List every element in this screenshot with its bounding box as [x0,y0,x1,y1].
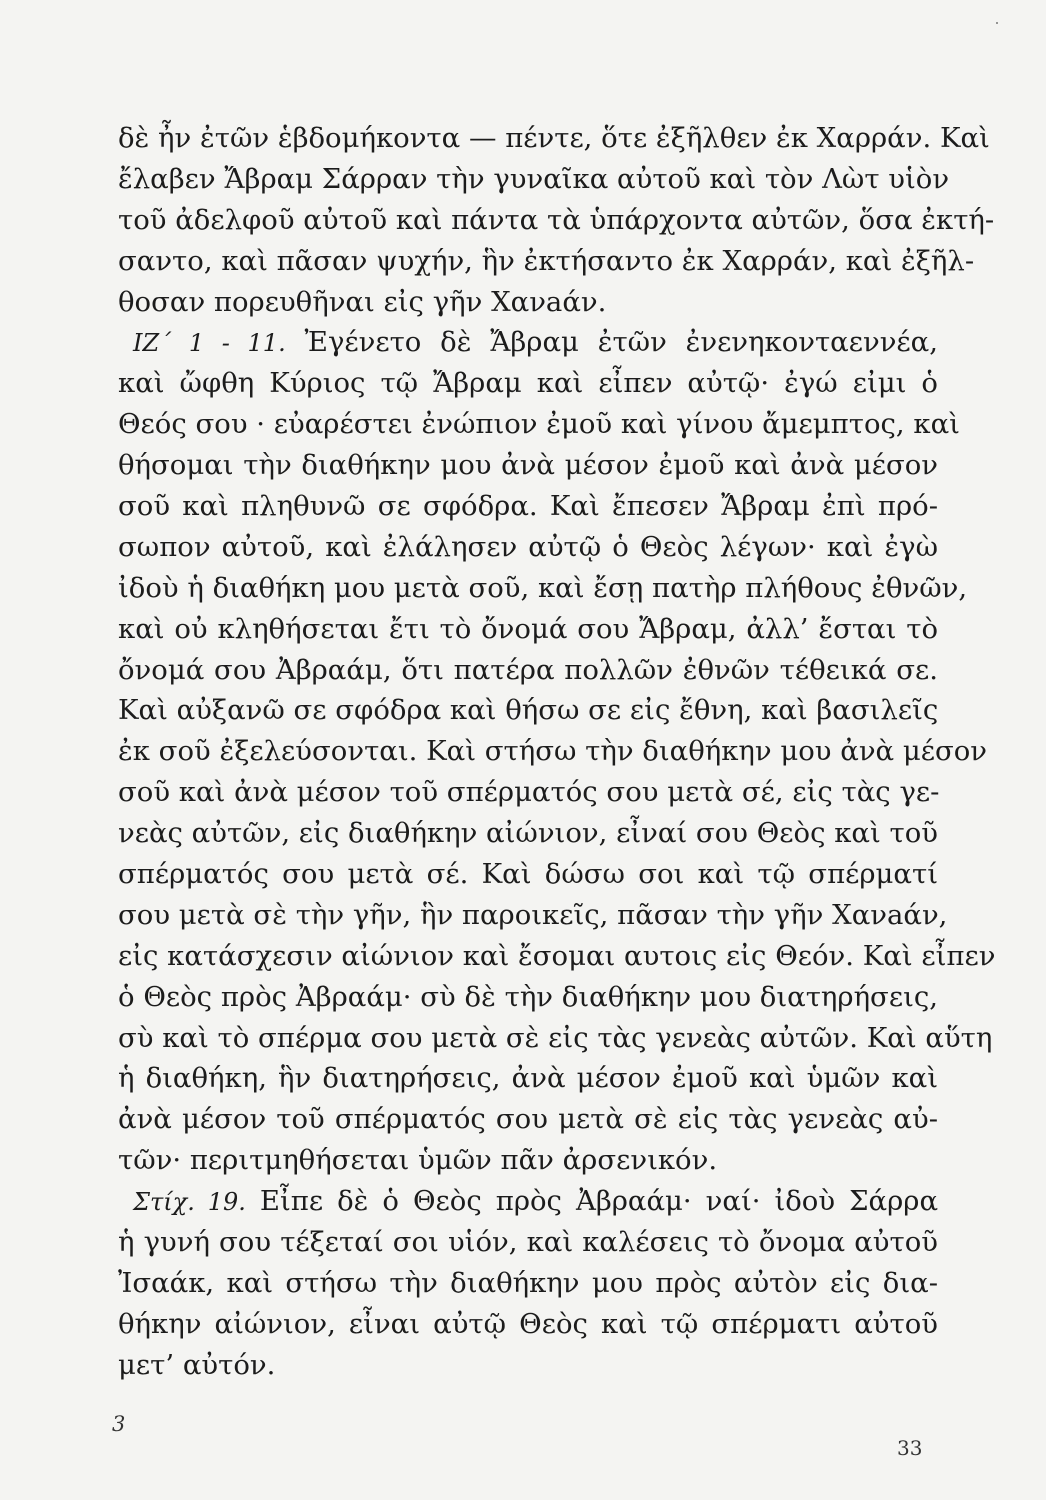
text-line: θοσαν πορευθῆναι εἰς γῆν Χανaάν. [118,285,607,318]
text-line: νεὰς αὐτῶν, εἰς διαθήκην αἰώνιον, εἶναί σου Θεὸς καὶ τοῦ [118,817,938,850]
text-line: Ἐγένετο δὲ Ἄβραμ ἐτῶν ἐνενηκονταεννέα, [304,326,938,359]
body-text [118,118,996,1386]
text-line: ἡ γυνή σου τέξεταί σοι υἱόν, καὶ καλέσεις τὸ ὄνομα αὐτοῦ [118,1226,938,1259]
text-line: Εἶπε δὲ ὁ Θεὸς πρὸς Ἀβραάμ· ναί· ἰδοὺ Σάρρα [259,1185,939,1218]
text-line: σου μετὰ σὲ τὴν γῆν, ἣν παροικεῖς, πᾶσαν τὴν γῆν Χανaάν, [118,898,948,931]
text-line: ἐκ σοῦ ἐξελεύσονται. Καὶ στήσω τὴν διαθήκην μου ἀνὰ μέσον [118,735,988,768]
text-line: Ἰσαάκ, καὶ στήσω τὴν διαθήκην μου πρὸς αὐτὸν εἰς δια- [118,1266,938,1299]
text-line: καὶ οὐ κληθήσεται ἔτι τὸ ὄνομά σου Ἄβραμ, ἀλλ’ ἔσται τὸ [118,612,938,645]
text-line: καὶ ὤφθη Κύριος τῷ Ἄβραμ καὶ εἶπεν αὐτῷ· ἐγώ εἰμι ὁ [118,367,938,400]
text-line: τῶν· περιτμηθήσεται ὑμῶν πᾶν ἀρσενικόν. [118,1144,718,1177]
text-line: θήσομαι τὴν διαθήκην μου ἀνὰ μέσον ἐμοῦ καὶ ἀνὰ μέσον [118,449,938,482]
text-line: ὁ Θεὸς πρὸς Ἀβραάμ· σὺ δὲ τὴν διαθήκην μου διατηρήσεις, [118,980,938,1013]
speck [996,22,998,24]
text-line: σπέρματός σου μετὰ σέ. Καὶ δώσω σοι καὶ τῷ σπέρματί [118,858,938,891]
text-line: ἡ διαθήκη, ἣν διατηρήσεις, ἀνὰ μέσον ἐμοῦ καὶ ὑμῶν καὶ [118,1062,938,1095]
text-line: σωπον αὐτοῦ, καὶ ἐλάλησεν αὐτῷ ὁ Θεὸς λέγων· καὶ ἐγὼ [118,530,938,563]
text-line: σοῦ καὶ πληθυνῶ σε σφόδρα. Καὶ ἔπεσεν Ἄβραμ ἐπὶ πρό- [118,490,938,523]
text-line: σὺ καὶ τὸ σπέρμα σου μετὰ σὲ εἰς τὰς γενεὰς αὐτῶν. Καὶ αὕτη [118,1021,993,1054]
text-line: σαντο, καὶ πᾶσαν ψυχήν, ἣν ἐκτήσαντο ἐκ Χαρράν, καὶ ἐξῆλ- [118,244,975,277]
verse-reference: ΙΖ΄ 1 - 11. [133,329,286,358]
text-line: Καὶ αὐξανῶ σε σφόδρα καὶ θήσω σε εἰς ἔθνη, καὶ βασιλεῖς [118,694,939,727]
text-line: Θεός σου · εὐαρέστει ἐνώπιον ἐμοῦ καὶ γίνου ἄμεμπτος, καὶ [118,408,960,441]
text-line: εἰς κατάσχεσιν αἰώνιον καὶ ἔσομαι αυτοις εἰς Θεόν. Καὶ εἶπεν [118,939,996,972]
text-line: ἀνὰ μέσον τοῦ σπέρματός σου μετὰ σὲ εἰς τὰς γενεὰς αὐ- [118,1103,938,1136]
verse-paragraph-start [118,322,938,363]
text-line: ἰδοὺ ἡ διαθήκη μου μετὰ σοῦ, καὶ ἔσῃ πατὴρ πλήθους ἐθνῶν, [118,571,968,604]
text-line: θήκην αἰώνιον, εἶναι αὐτῷ Θεὸς καὶ τῷ σπέρματι αὐτοῦ [118,1307,938,1340]
text-line: μετ’ αὐτόν. [118,1348,276,1381]
text-line: τοῦ ἀδελφοῦ αὐτοῦ καὶ πάντα τὰ ὑπάρχοντα αὐτῶν, ὅσα ἐκτή- [118,203,995,236]
verse-paragraph-start [118,1181,938,1222]
page-number: 33 [897,1436,923,1460]
verse-reference: Στίχ. 19. [133,1188,246,1217]
signature-mark: 3 [112,1412,126,1436]
text-line: σοῦ καὶ ἀνὰ μέσον τοῦ σπέρματός σου μετὰ σέ, εἰς τὰς γε- [118,776,940,809]
text-line: ἔλαβεν Ἄβραμ Σάρραν τὴν γυναῖκα αὐτοῦ καὶ τὸν Λὼτ υἱὸν [118,162,950,195]
text-line: δὲ ἦν ἐτῶν ἑβδομήκοντα — πέντε, ὅτε ἐξῆλθεν ἐκ Χαρράν. Καὶ [118,122,990,154]
text-line: ὄνομά σου Ἀβραάμ, ὅτι πατέρα πολλῶν ἐθνῶν τέθεικά σε. [118,653,938,686]
